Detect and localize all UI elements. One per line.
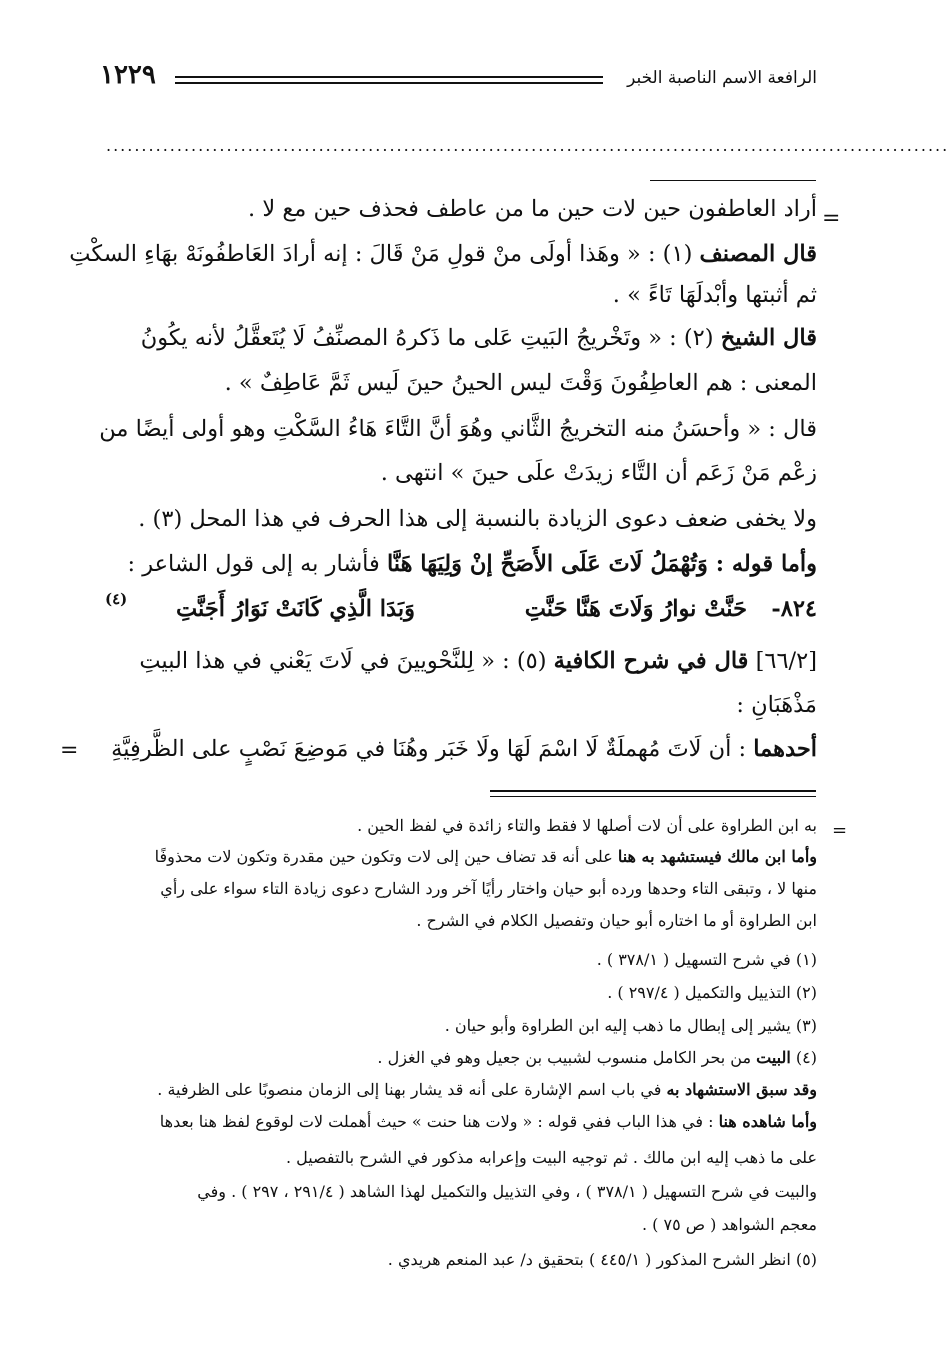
footnote-rule (490, 790, 816, 792)
footnote-text: (٢) التذييل والتكميل ( ٢٩٧/٤ ) . (607, 983, 817, 1002)
page-number: ١٢٢٩ (100, 60, 156, 90)
footnote-text: ابن الطراوة أو ما اختاره أبو حيان وتفصيل الكلام في الشرح . (416, 911, 817, 930)
footnote-text: على ما ذهب إليه ابن مالك . ثم توجيه البيت وإعرابه مذكور في الشرح بالتفصيل . (285, 1148, 817, 1167)
footnote-line (105, 1082, 817, 1098)
continuation-mark: = (60, 738, 79, 763)
text-span: مَذْهَبَانِ : (736, 692, 817, 718)
footnote-text: (٤) (790, 1048, 817, 1067)
footnote-line (105, 1050, 817, 1066)
footnote-text: منها لا ، وتبقى التاء وحدها ورده أبو حيان واختار رأيًا آخر ورد الشارح دعوى زيادة التاء سواء على رأي (160, 879, 817, 898)
footnote-line (105, 1018, 817, 1034)
continuation-mark: = (832, 820, 848, 841)
text-span: : أن لَاتَ مُهملَةٌ لَا اسْمَ لَهَا ولَا خَبَر وهُنَا في مَوضِعَ نَصْبٍ على الظَّرفِيَّةِ (111, 736, 754, 762)
volume-page-ref: [٦٦/٢] (755, 648, 817, 674)
text-line (105, 650, 817, 673)
footnote-line (105, 985, 817, 1001)
footnote-line (105, 1150, 817, 1166)
header-rule (175, 82, 603, 84)
footnote-lead: البيت (756, 1048, 791, 1067)
footnote-text: معجم الشواهد ( ص ٧٥ ) . (641, 1215, 817, 1234)
text-lead: قال في شرح الكافية (553, 648, 749, 674)
footnote-line (105, 952, 817, 968)
text-span: قال : « وأحسَنُ منه التخريجُ الثَّاني وهُوَ أنَّ التَّاءَ هَاءُ السَّكْتِ وهو أولى أيضًا من (99, 416, 817, 442)
text-line (105, 284, 817, 307)
footnote-line (105, 1217, 817, 1233)
text-span: فأشار به إلى قول الشاعر : (127, 551, 387, 577)
verse-hemistich-2: وَبَدَا الَّذِي كَانَتْ نَوَارُ أَجَنَّتِ (175, 596, 415, 622)
text-line (105, 327, 817, 350)
footnote-lead: وقد سبق الاستشهاد به (666, 1080, 817, 1099)
footnote-line (105, 849, 817, 865)
footnote-line (105, 1184, 817, 1200)
verse-hemistich-1: حَنَّتْ نوارُ وَلَاتَ هَنَّا حَنَّتِ (524, 596, 747, 622)
footnote-text: (٥) انظر الشرح المذكور ( ٤٤٥/١ ) بتحقيق د/ عبد المنعم هريدي . (387, 1250, 817, 1269)
footnote-text: به ابن الطراوة على أن لات أصلها لا فقط والتاء زائدة في لفظ الحين . (357, 816, 817, 835)
text-line (105, 738, 817, 761)
text-span: أراد العاطفون حين لات حين ما من عاطف فحذف حين مع لا . (248, 196, 817, 222)
text-lead: قال المصنف (699, 241, 817, 267)
text-lead: أحدهما (753, 736, 817, 762)
short-rule (650, 180, 816, 181)
verse-note-ref: (٤) (105, 590, 128, 608)
dotted-separator: ....................................................................................................................... (106, 136, 949, 155)
footnote-line (105, 1252, 817, 1268)
footnote-text: من بحر الكامل منسوب لشبيب بن جعيل وهو في الغزل . (377, 1048, 757, 1067)
footnote-text: على أنه قد تضاف حين إلى لات وتكون حين مقدرة وتكون لات محذوفًا (154, 847, 618, 866)
header-rule (175, 76, 603, 78)
footnote-rule (490, 796, 816, 797)
footnote-text: والبيت في شرح التسهيل ( ٣٧٨/١ ) ، وفي التذييل والتكميل لهذا الشاهد ( ٢٩١/٤ ، ٢٩٧ ) . وفي (197, 1182, 817, 1201)
text-span: ثم أثبتها وأبْدلَهَا تَاءً » . (612, 282, 817, 308)
footnote-line (105, 881, 817, 897)
footnote-text: (٣) يشير إلى إبطال ما ذهب إليه ابن الطراوة وأبو حيان . (444, 1016, 817, 1035)
text-span: زعْم مَنْ زَعَم أن التَّاء زيدَتْ علَى حينَ » انتهى . (380, 460, 817, 486)
text-lead: وأما قوله : وَتُهْمَلُ لَاتَ عَلَى الأَصَحِّ إنْ وَلِيَهَا هَنَّا (386, 551, 817, 577)
footnote-lead: وأما شاهده هنا (718, 1112, 817, 1131)
text-line (105, 462, 817, 485)
text-line (105, 198, 817, 221)
footnote-line (105, 1114, 817, 1130)
text-line (105, 508, 817, 531)
text-lead: قال الشيخ (720, 325, 817, 351)
text-line (69, 241, 817, 267)
footnote-text: : في هذا الباب ففي قوله : « ولات هنا حنت » حيث أهملت لات لوقوع لفظ هنا بعدها (159, 1112, 719, 1131)
text-line (105, 694, 817, 717)
verse-number: ٨٢٤- (771, 596, 817, 622)
text-line (105, 553, 817, 576)
text-line (99, 416, 817, 442)
text-span: المعنى : هم العاطِفُونَ وَقْتَ ليس الحينُ حينَ لَيس ثَمَّ عَاطِفٌ » . (224, 370, 817, 396)
text-span: (١) : « وهَذا أولَى منْ قولِ مَنْ قَالَ : إنه أرادَ العَاطفُونَهْ بهَاءِ السكْتِ (69, 241, 700, 267)
text-span: (٢) : « وتَخْريجُ البَيتِ عَلى ما ذَكرهُ المصنِّفُ لَا يُتَعقَّلُ لأنه يكُونُ (140, 325, 721, 351)
running-header-title: الرافعة الاسم الناصبة الخبر (627, 68, 817, 88)
footnote-text: (١) في شرح التسهيل ( ٣٧٨/١ ) . (596, 950, 817, 969)
continuation-mark: = (822, 206, 841, 231)
text-line (105, 372, 817, 395)
footnote-line (105, 818, 817, 834)
footnote-line (105, 913, 817, 929)
footnote-text: في باب اسم الإشارة على أنه قد يشار بهنا إلى الزمان منصوبًا على الظرفية . (157, 1080, 667, 1099)
text-span: (٥) : « لِلنَّحْويينَ في لَاتَ يَعْني في هذا البيتِ (139, 648, 554, 674)
footnote-lead: وأما ابن مالك فيستشهد به هنا (617, 847, 817, 866)
text-span: ولا يخفى ضعف دعوى الزيادة بالنسبة إلى هذا الحرف في هذا المحل (٣) . (138, 506, 817, 532)
